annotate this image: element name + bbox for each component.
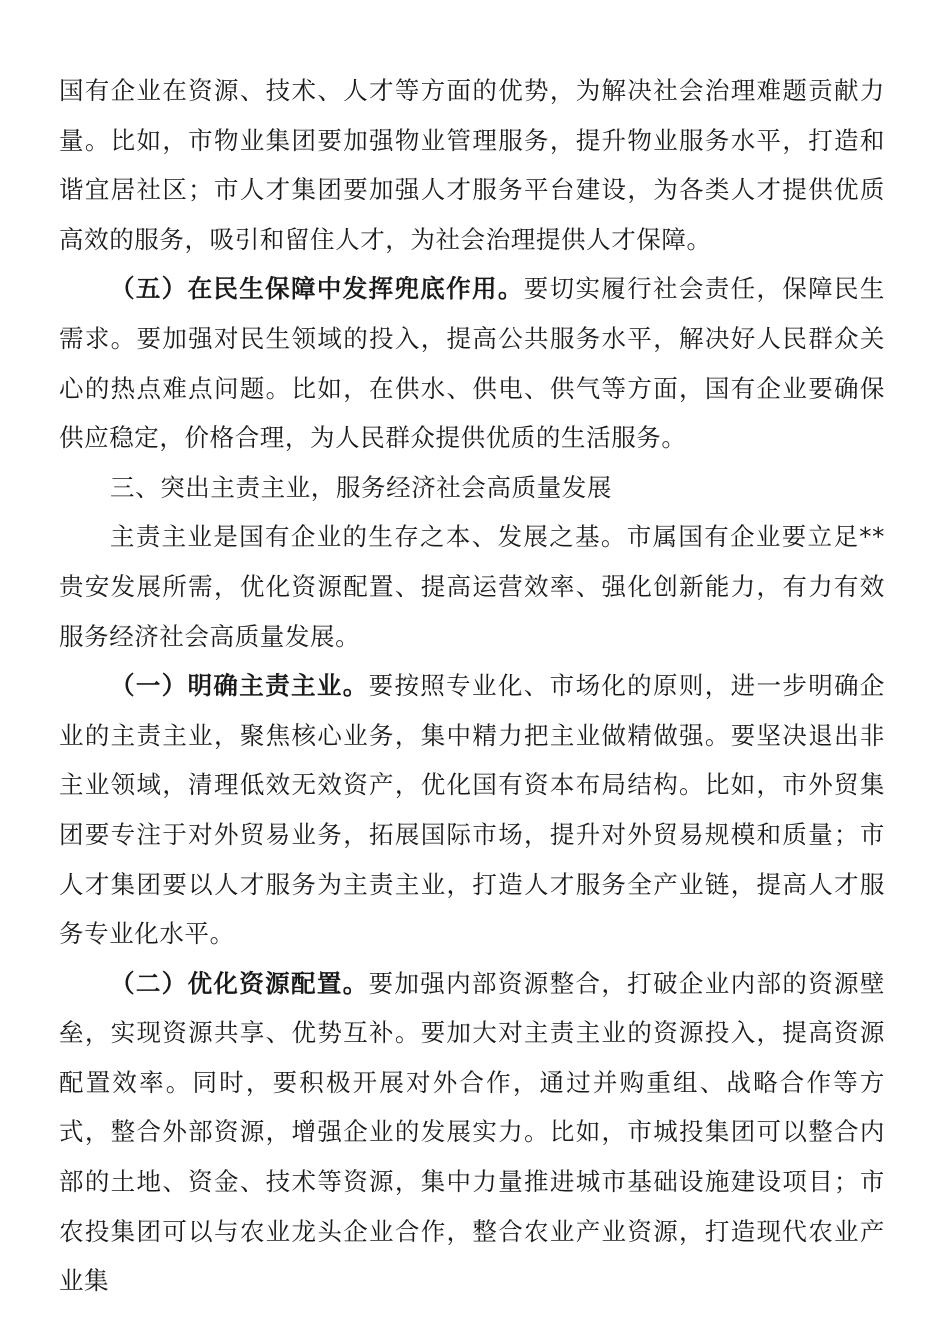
- paragraph-subsection-2: [59, 959, 885, 1306]
- paragraph-section-5: [59, 264, 885, 462]
- paragraph-subsection-1: [59, 661, 885, 959]
- paragraph-continuation: [59, 66, 885, 264]
- paragraph-text: 要切实履行社会责任，保障民生需求。要加强对民生领域的投入，提高公共服务水平，解决好人民群众关心的热点难点问题。比如，在供水、供电、供气等方面，国有企业要确保供应稳定，价格合理，为人民群众提供优质的生活服务。: [59, 274, 885, 453]
- paragraph-lead-heading: （五）在民生保障中发挥兜底作用。: [110, 274, 524, 304]
- paragraph-lead-heading: （二）优化资源配置。: [110, 968, 369, 998]
- section-heading-3: [59, 463, 885, 513]
- paragraph-section-3-intro: [59, 512, 885, 661]
- paragraph-text: 要加强内部资源整合，打破企业内部的资源壁垒，实现资源共享、优势互补。要加大对主责主业的资源投入，提高资源配置效率。同时，要积极开展对外合作，通过并购重组、战略合作等方式，整合外部资源，增强企业的发展实力。比如，市城投集团可以整合内部的土地、资金、技术等资源，集中力量推进城市基础设施建设项目；市农投集团可以与农业龙头企业合作，整合农业产业资源，打造现代农业产业集: [59, 968, 886, 1296]
- document-page: [59, 66, 885, 1306]
- paragraph-text: 主责主业是国有企业的生存之本、发展之基。市属国有企业要立足**贵安发展所需，优化资源配置、提高运营效率、强化创新能力，有力有效服务经济社会高质量发展。: [59, 522, 885, 651]
- paragraph-text: 要按照专业化、市场化的原则，进一步明确企业的主责主业，聚焦核心业务，集中精力把主业做精做强。要坚决退出非主业领域，清理低效无效资产，优化国有资本布局结构。比如，市外贸集团要专注于对外贸易业务，拓展国际市场，提升对外贸易规模和质量；市人才集团要以人才服务为主责主业，打造人才服务全产业链，提高人才服务专业化水平。: [59, 671, 886, 949]
- paragraph-lead-heading: （一）明确主责主业。: [110, 671, 369, 701]
- section-heading-text: 三、突出主责主业，服务经济社会高质量发展: [110, 472, 612, 502]
- paragraph-text: 国有企业在资源、技术、人才等方面的优势，为解决社会治理难题贡献力量。比如，市物业集团要加强物业管理服务，提升物业服务水平，打造和谐宜居社区；市人才集团要加强人才服务平台建设，为各类人才提供优质高效的服务，吸引和留住人才，为社会治理提供人才保障。: [59, 76, 885, 254]
